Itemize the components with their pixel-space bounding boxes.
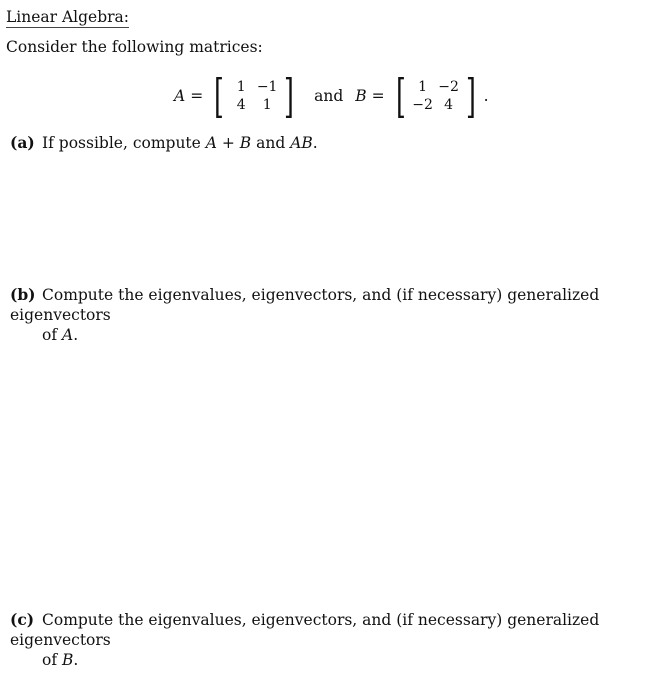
matrix-a-cell: 4 — [236, 97, 246, 113]
matrix-a-equals: = — [190, 87, 204, 105]
matrix-a-cell: −1 — [256, 79, 278, 95]
part-math: AB — [290, 134, 313, 152]
part-label: (c) — [10, 610, 35, 629]
matrix-a — [210, 69, 298, 123]
part-math: B — [62, 651, 74, 669]
part-text: of — [42, 651, 62, 669]
part-math: A — [62, 326, 74, 344]
matrix-b-name: B — [355, 87, 367, 105]
question-part-c — [10, 610, 642, 670]
left-bracket: [ — [395, 69, 406, 123]
matrix-b-equals: = — [371, 87, 385, 105]
matrix-b-cell: −2 — [438, 79, 459, 95]
part-text: If possible, compute — [42, 134, 206, 152]
matrix-a-cell: 1 — [262, 97, 272, 113]
part-label: (a) — [10, 133, 35, 152]
part-text: . — [73, 326, 79, 344]
part-text: of — [42, 326, 62, 344]
part-text: and — [251, 134, 291, 152]
matrix-b-cell: −2 — [412, 97, 433, 113]
part-text: Compute the eigenvalues, eigenvectors, and (if necessary) generalized eigenvectors — [10, 611, 600, 649]
connector-text: and — [314, 87, 344, 105]
matrix-a-cell: 1 — [236, 79, 246, 95]
matrix-a-name: A — [174, 87, 186, 105]
intro-text: Consider the following matrices: — [6, 38, 263, 56]
left-bracket: [ — [214, 69, 225, 123]
matrix-b-cell: 1 — [418, 79, 428, 95]
page-title: Linear Algebra: — [6, 8, 130, 26]
right-bracket: ] — [284, 69, 295, 123]
matrix-b-cell: 4 — [444, 97, 454, 113]
right-bracket: ] — [465, 69, 476, 123]
part-math: A + B — [205, 134, 252, 152]
question-part-a — [10, 133, 642, 153]
part-text: . — [73, 651, 79, 669]
equation-period: . — [483, 87, 489, 105]
part-label: (b) — [10, 285, 36, 304]
matrix-b — [392, 69, 480, 123]
part-text: . — [312, 134, 318, 152]
question-part-b — [10, 285, 642, 345]
matrix-equation — [174, 69, 489, 123]
part-text: Compute the eigenvalues, eigenvectors, and (if necessary) generalized eigenvectors — [10, 286, 600, 324]
